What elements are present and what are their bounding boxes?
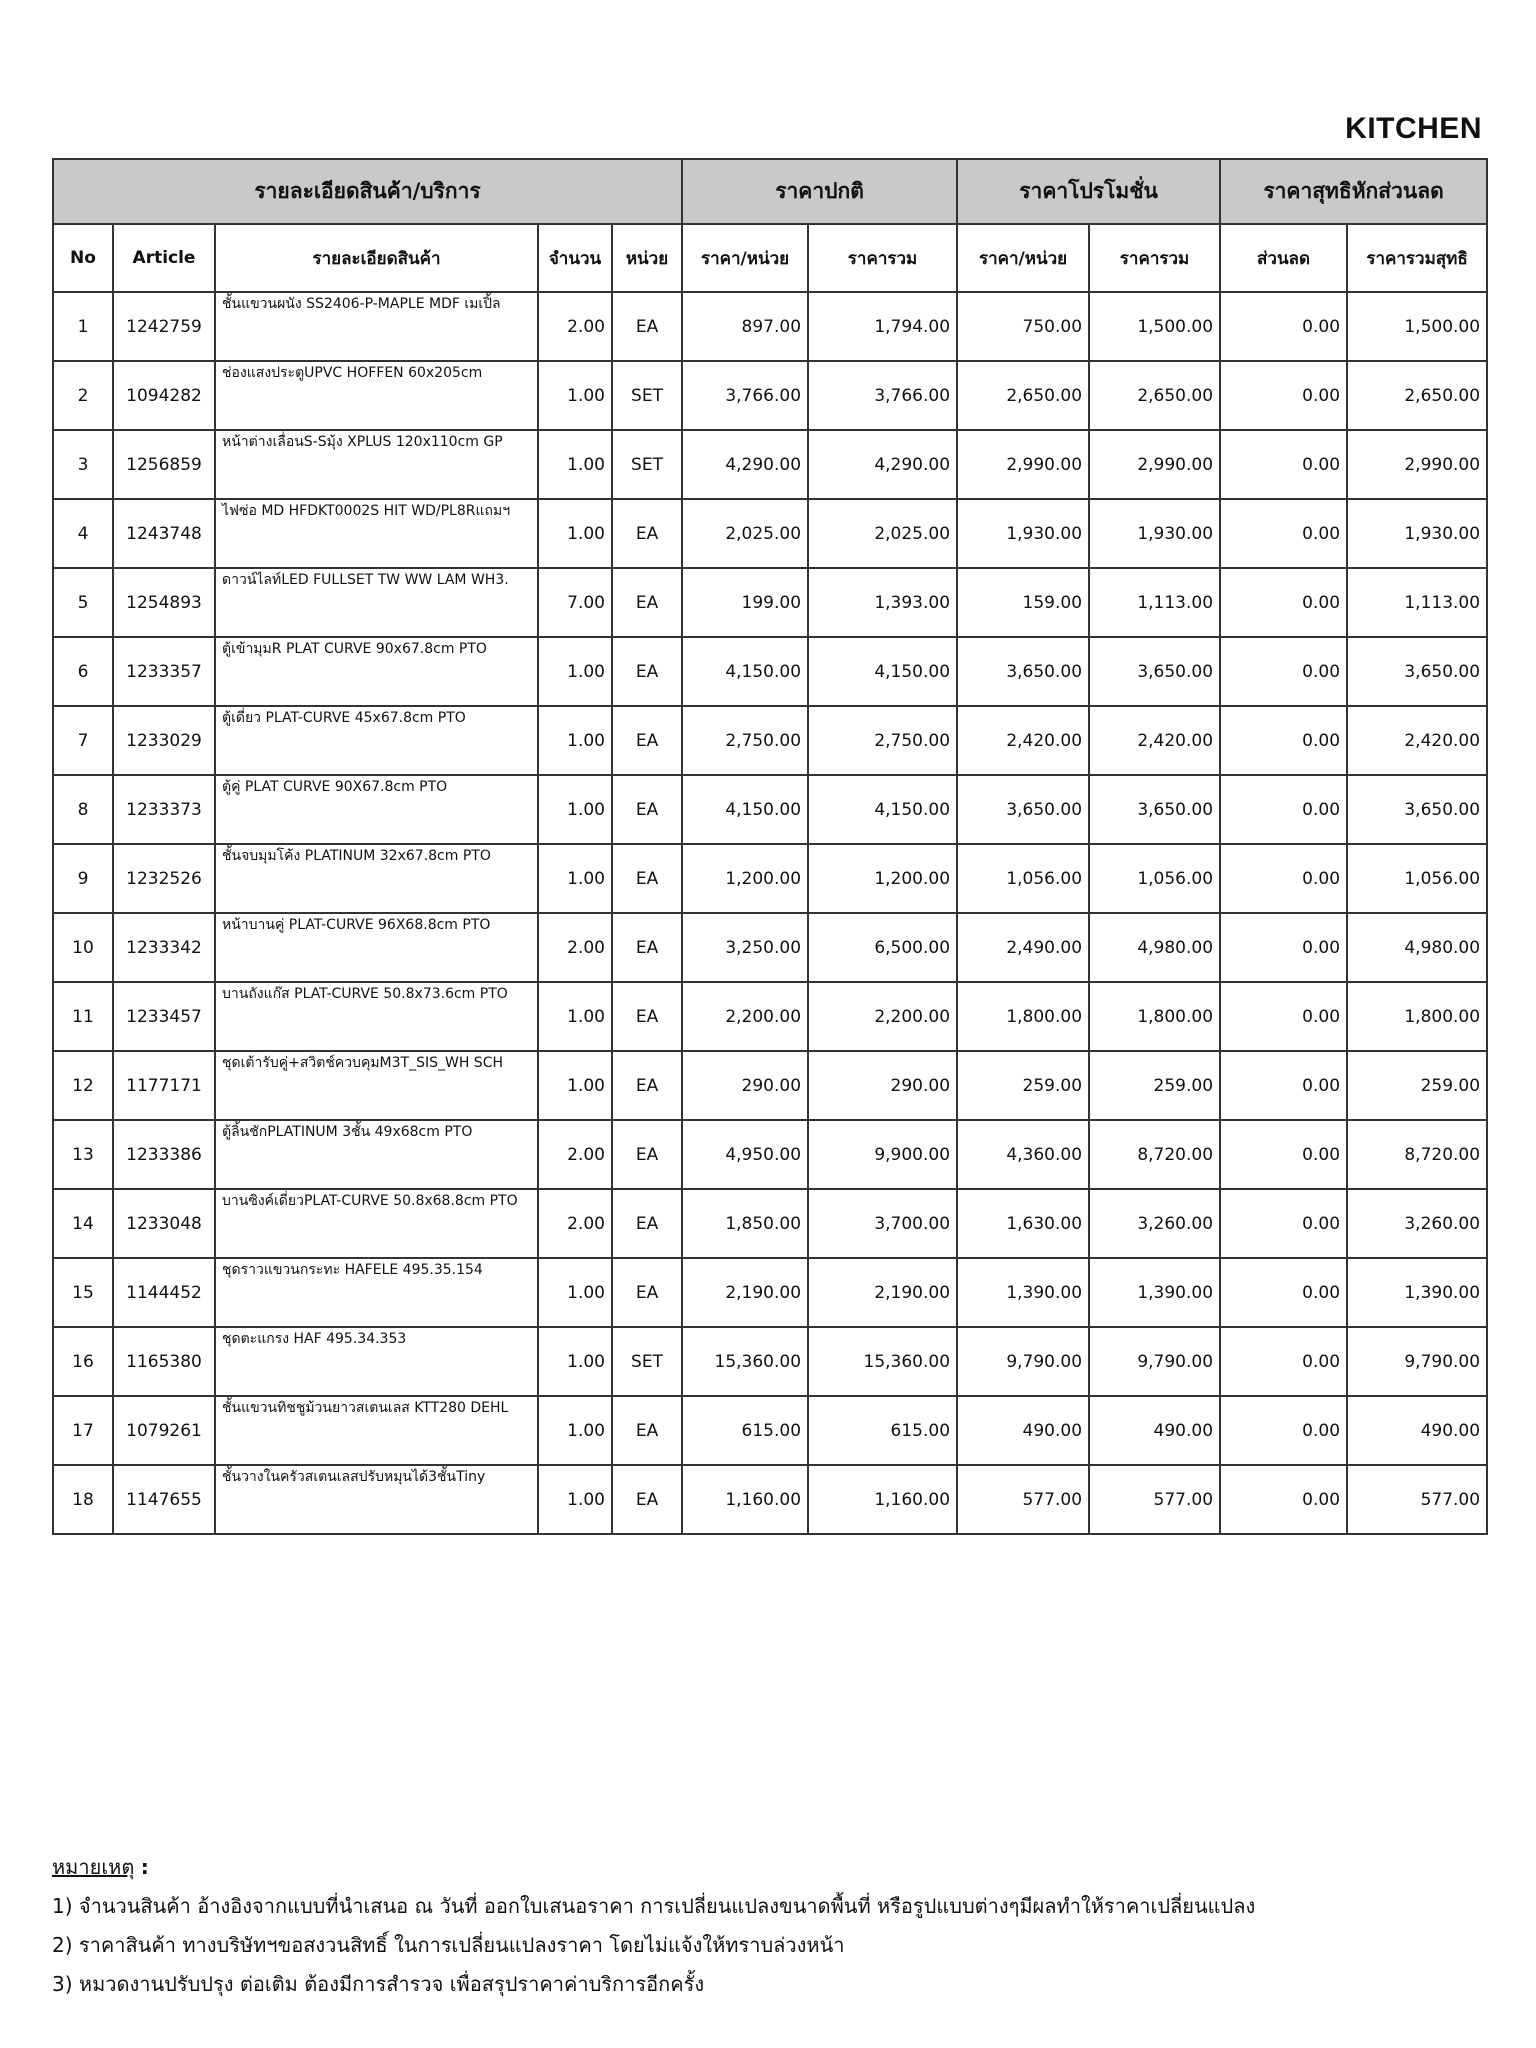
cell-unit: EA (612, 1396, 682, 1465)
cell-discount: 0.00 (1220, 1327, 1347, 1396)
cell-discount: 0.00 (1220, 361, 1347, 430)
cell-unit: EA (612, 1258, 682, 1327)
cell-regular-total: 9,900.00 (808, 1120, 957, 1189)
cell-discount: 0.00 (1220, 1258, 1347, 1327)
group-header-net-price: ราคาสุทธิหักส่วนลด (1220, 159, 1487, 224)
cell-promo-unit-price: 3,650.00 (957, 637, 1089, 706)
cell-discount: 0.00 (1220, 844, 1347, 913)
table-row (53, 568, 1487, 637)
cell-regular-unit-price: 1,160.00 (682, 1465, 808, 1534)
cell-description: หน้าต่างเลื่อนS-Sมุ้ง XPLUS 120x110cm GP (215, 430, 538, 499)
cell-description: ชั้นแขวนทิชชูม้วนยาวสเตนเลส KTT280 DEHL (215, 1396, 538, 1465)
cell-net-total: 1,056.00 (1347, 844, 1487, 913)
table-row (53, 706, 1487, 775)
cell-no: 9 (53, 844, 113, 913)
cell-net-total: 9,790.00 (1347, 1327, 1487, 1396)
cell-promo-unit-price: 1,390.00 (957, 1258, 1089, 1327)
cell-unit: EA (612, 568, 682, 637)
cell-description: หน้าบานคู่ PLAT-CURVE 96X68.8cm PTO (215, 913, 538, 982)
note-line-2: 2) ราคาสินค้า ทางบริษัทฯขอสงวนสิทธิ์ ในการเปลี่ยนแปลงราคา โดยไม่แจ้งให้ทราบล่วงหน้า (52, 1933, 845, 1957)
cell-description: ตู้คู่ PLAT CURVE 90X67.8cm PTO (215, 775, 538, 844)
cell-regular-total: 1,794.00 (808, 292, 957, 361)
cell-discount: 0.00 (1220, 1051, 1347, 1120)
notes-heading (52, 1848, 1482, 1887)
cell-regular-total: 2,200.00 (808, 982, 957, 1051)
note-line-3: 3) หมวดงานปรับปรุง ต่อเติม ต้องมีการสำรวจ เพื่อสรุปราคาค่าบริการอีกครั้ง (52, 1972, 705, 1996)
cell-discount: 0.00 (1220, 637, 1347, 706)
cell-no: 11 (53, 982, 113, 1051)
table-row (53, 1120, 1487, 1189)
cell-promo-total: 3,650.00 (1089, 775, 1220, 844)
cell-net-total: 1,390.00 (1347, 1258, 1487, 1327)
cell-regular-unit-price: 2,750.00 (682, 706, 808, 775)
cell-net-total: 2,990.00 (1347, 430, 1487, 499)
cell-discount: 0.00 (1220, 913, 1347, 982)
table-row (53, 775, 1487, 844)
cell-no: 5 (53, 568, 113, 637)
cell-regular-unit-price: 3,250.00 (682, 913, 808, 982)
cell-net-total: 2,420.00 (1347, 706, 1487, 775)
cell-discount: 0.00 (1220, 982, 1347, 1051)
cell-promo-total: 1,930.00 (1089, 499, 1220, 568)
cell-quantity: 1.00 (538, 1396, 612, 1465)
cell-regular-total: 290.00 (808, 1051, 957, 1120)
cell-net-total: 8,720.00 (1347, 1120, 1487, 1189)
cell-promo-unit-price: 490.00 (957, 1396, 1089, 1465)
cell-unit: EA (612, 1120, 682, 1189)
cell-net-total: 1,800.00 (1347, 982, 1487, 1051)
cell-regular-total: 4,150.00 (808, 637, 957, 706)
cell-description: ชุดตะแกรง HAF 495.34.353 (215, 1327, 538, 1396)
cell-promo-total: 2,420.00 (1089, 706, 1220, 775)
cell-unit: EA (612, 844, 682, 913)
cell-promo-unit-price: 1,930.00 (957, 499, 1089, 568)
cell-net-total: 490.00 (1347, 1396, 1487, 1465)
table-body (53, 292, 1487, 1534)
cell-regular-total: 2,190.00 (808, 1258, 957, 1327)
cell-quantity: 1.00 (538, 844, 612, 913)
cell-article: 1233457 (113, 982, 215, 1051)
cell-no: 13 (53, 1120, 113, 1189)
group-header-promo-price: ราคาโปรโมชั่น (957, 159, 1220, 224)
table-row (53, 1327, 1487, 1396)
note-line-1: 1) จำนวนสินค้า อ้างอิงจากแบบที่นำเสนอ ณ วันที่ ออกใบเสนอราคา การเปลี่ยนแปลงขนาดพื้นที่ หรือรูปแบบต่างๆมีผลทำให้ราคาเปลี่ยนแปลง (52, 1894, 1256, 1918)
cell-regular-total: 4,290.00 (808, 430, 957, 499)
col-header-unit: หน่วย (612, 224, 682, 292)
cell-discount: 0.00 (1220, 775, 1347, 844)
cell-description: ตู้เข้ามุมR PLAT CURVE 90x67.8cm PTO (215, 637, 538, 706)
cell-no: 8 (53, 775, 113, 844)
cell-promo-unit-price: 2,420.00 (957, 706, 1089, 775)
table-row (53, 1465, 1487, 1534)
table-row (53, 430, 1487, 499)
cell-no: 3 (53, 430, 113, 499)
cell-unit: SET (612, 1327, 682, 1396)
cell-regular-total: 2,025.00 (808, 499, 957, 568)
cell-unit: SET (612, 430, 682, 499)
cell-no: 2 (53, 361, 113, 430)
cell-quantity: 1.00 (538, 499, 612, 568)
cell-quantity: 7.00 (538, 568, 612, 637)
cell-no: 16 (53, 1327, 113, 1396)
col-header-discount: ส่วนลด (1220, 224, 1347, 292)
cell-regular-total: 3,766.00 (808, 361, 957, 430)
col-header-description: รายละเอียดสินค้า (215, 224, 538, 292)
cell-regular-total: 1,393.00 (808, 568, 957, 637)
cell-no: 1 (53, 292, 113, 361)
cell-quantity: 1.00 (538, 430, 612, 499)
table-row (53, 637, 1487, 706)
cell-net-total: 259.00 (1347, 1051, 1487, 1120)
cell-unit: SET (612, 361, 682, 430)
cell-net-total: 1,930.00 (1347, 499, 1487, 568)
cell-promo-total: 2,650.00 (1089, 361, 1220, 430)
table-row (53, 499, 1487, 568)
table-row (53, 1396, 1487, 1465)
cell-regular-unit-price: 3,766.00 (682, 361, 808, 430)
cell-quantity: 2.00 (538, 1120, 612, 1189)
cell-net-total: 2,650.00 (1347, 361, 1487, 430)
cell-promo-total: 3,650.00 (1089, 637, 1220, 706)
cell-discount: 0.00 (1220, 1120, 1347, 1189)
cell-discount: 0.00 (1220, 1396, 1347, 1465)
cell-quantity: 1.00 (538, 1465, 612, 1534)
cell-unit: EA (612, 1465, 682, 1534)
cell-article: 1233342 (113, 913, 215, 982)
cell-description: ช่องแสงประตูUPVC HOFFEN 60x205cm (215, 361, 538, 430)
cell-article: 1233029 (113, 706, 215, 775)
cell-discount: 0.00 (1220, 430, 1347, 499)
cell-quantity: 1.00 (538, 361, 612, 430)
cell-article: 1177171 (113, 1051, 215, 1120)
cell-promo-total: 1,500.00 (1089, 292, 1220, 361)
cell-promo-total: 1,800.00 (1089, 982, 1220, 1051)
cell-discount: 0.00 (1220, 1189, 1347, 1258)
cell-promo-unit-price: 577.00 (957, 1465, 1089, 1534)
cell-discount: 0.00 (1220, 1465, 1347, 1534)
group-header-regular-price: ราคาปกติ (682, 159, 957, 224)
notes-colon: : (140, 1855, 149, 1879)
cell-net-total: 3,650.00 (1347, 637, 1487, 706)
cell-description: ชั้นแขวนผนัง SS2406-P-MAPLE MDF เมเปิ้ล (215, 292, 538, 361)
cell-regular-unit-price: 290.00 (682, 1051, 808, 1120)
table-row (53, 844, 1487, 913)
cell-no: 17 (53, 1396, 113, 1465)
cell-quantity: 2.00 (538, 913, 612, 982)
cell-regular-unit-price: 2,025.00 (682, 499, 808, 568)
cell-article: 1165380 (113, 1327, 215, 1396)
cell-regular-unit-price: 2,200.00 (682, 982, 808, 1051)
cell-promo-unit-price: 1,056.00 (957, 844, 1089, 913)
cell-promo-unit-price: 9,790.00 (957, 1327, 1089, 1396)
cell-discount: 0.00 (1220, 568, 1347, 637)
cell-promo-total: 9,790.00 (1089, 1327, 1220, 1396)
cell-unit: EA (612, 775, 682, 844)
cell-article: 1079261 (113, 1396, 215, 1465)
cell-promo-total: 490.00 (1089, 1396, 1220, 1465)
cell-article: 1233386 (113, 1120, 215, 1189)
cell-discount: 0.00 (1220, 292, 1347, 361)
cell-promo-total: 8,720.00 (1089, 1120, 1220, 1189)
cell-regular-unit-price: 4,950.00 (682, 1120, 808, 1189)
cell-unit: EA (612, 913, 682, 982)
table-row (53, 1258, 1487, 1327)
cell-no: 18 (53, 1465, 113, 1534)
col-header-article: Article (113, 224, 215, 292)
col-header-promo-unit-price: ราคา/หน่วย (957, 224, 1089, 292)
cell-quantity: 2.00 (538, 1189, 612, 1258)
cell-regular-total: 15,360.00 (808, 1327, 957, 1396)
cell-quantity: 2.00 (538, 292, 612, 361)
cell-unit: EA (612, 292, 682, 361)
cell-promo-unit-price: 259.00 (957, 1051, 1089, 1120)
cell-article: 1254893 (113, 568, 215, 637)
cell-promo-total: 1,113.00 (1089, 568, 1220, 637)
cell-description: ตู้เดี่ยว PLAT-CURVE 45x67.8cm PTO (215, 706, 538, 775)
cell-promo-unit-price: 3,650.00 (957, 775, 1089, 844)
cell-description: ชั้นจบมุมโค้ง PLATINUM 32x67.8cm PTO (215, 844, 538, 913)
cell-regular-total: 615.00 (808, 1396, 957, 1465)
cell-unit: EA (612, 637, 682, 706)
cell-article: 1147655 (113, 1465, 215, 1534)
cell-description: บานซิงค์เดี่ยวPLAT-CURVE 50.8x68.8cm PTO (215, 1189, 538, 1258)
cell-quantity: 1.00 (538, 1327, 612, 1396)
cell-description: บานถังแก๊ส PLAT-CURVE 50.8x73.6cm PTO (215, 982, 538, 1051)
cell-promo-unit-price: 1,630.00 (957, 1189, 1089, 1258)
cell-no: 6 (53, 637, 113, 706)
table-row (53, 361, 1487, 430)
cell-regular-unit-price: 897.00 (682, 292, 808, 361)
cell-promo-total: 3,260.00 (1089, 1189, 1220, 1258)
cell-promo-unit-price: 159.00 (957, 568, 1089, 637)
cell-unit: EA (612, 706, 682, 775)
cell-no: 7 (53, 706, 113, 775)
cell-regular-total: 1,200.00 (808, 844, 957, 913)
cell-net-total: 3,650.00 (1347, 775, 1487, 844)
cell-unit: EA (612, 982, 682, 1051)
table-row (53, 292, 1487, 361)
cell-description: ชุดเต้ารับคู่+สวิตช์ควบคุมM3T_SIS_WH SCH (215, 1051, 538, 1120)
cell-article: 1256859 (113, 430, 215, 499)
cell-promo-total: 577.00 (1089, 1465, 1220, 1534)
cell-unit: EA (612, 1189, 682, 1258)
quotation-table (52, 158, 1488, 1535)
col-header-no: No (53, 224, 113, 292)
cell-regular-total: 4,150.00 (808, 775, 957, 844)
cell-no: 4 (53, 499, 113, 568)
cell-promo-unit-price: 2,650.00 (957, 361, 1089, 430)
cell-regular-total: 6,500.00 (808, 913, 957, 982)
cell-regular-total: 2,750.00 (808, 706, 957, 775)
cell-regular-unit-price: 615.00 (682, 1396, 808, 1465)
cell-description: ชั้นวางในครัวสเตนเลสปรับหมุนได้3ชั้นTiny (215, 1465, 538, 1534)
table-row (53, 1189, 1487, 1258)
cell-regular-total: 3,700.00 (808, 1189, 957, 1258)
cell-net-total: 1,113.00 (1347, 568, 1487, 637)
cell-regular-unit-price: 4,150.00 (682, 775, 808, 844)
cell-promo-total: 1,056.00 (1089, 844, 1220, 913)
cell-article: 1232526 (113, 844, 215, 913)
cell-quantity: 1.00 (538, 637, 612, 706)
cell-net-total: 3,260.00 (1347, 1189, 1487, 1258)
cell-regular-unit-price: 15,360.00 (682, 1327, 808, 1396)
cell-description: ตู้ลิ้นชักPLATINUM 3ชั้น 49x68cm PTO (215, 1120, 538, 1189)
cell-promo-unit-price: 750.00 (957, 292, 1089, 361)
cell-promo-unit-price: 4,360.00 (957, 1120, 1089, 1189)
cell-article: 1233373 (113, 775, 215, 844)
cell-no: 10 (53, 913, 113, 982)
cell-regular-unit-price: 1,850.00 (682, 1189, 808, 1258)
cell-promo-total: 1,390.00 (1089, 1258, 1220, 1327)
cell-quantity: 1.00 (538, 775, 612, 844)
cell-article: 1242759 (113, 292, 215, 361)
cell-regular-unit-price: 199.00 (682, 568, 808, 637)
cell-regular-unit-price: 4,150.00 (682, 637, 808, 706)
cell-description: ดาวน์ไลท์LED FULLSET TW WW LAM WH3. (215, 568, 538, 637)
cell-regular-total: 1,160.00 (808, 1465, 957, 1534)
cell-no: 14 (53, 1189, 113, 1258)
col-header-promo-total: ราคารวม (1089, 224, 1220, 292)
cell-promo-total: 2,990.00 (1089, 430, 1220, 499)
cell-description: ชุดราวแขวนกระทะ HAFELE 495.35.154 (215, 1258, 538, 1327)
col-header-net-total: ราคารวมสุทธิ (1347, 224, 1487, 292)
cell-quantity: 1.00 (538, 1258, 612, 1327)
cell-promo-unit-price: 2,490.00 (957, 913, 1089, 982)
cell-promo-total: 4,980.00 (1089, 913, 1220, 982)
col-header-regular-total: ราคารวม (808, 224, 957, 292)
cell-quantity: 1.00 (538, 706, 612, 775)
cell-article: 1243748 (113, 499, 215, 568)
table-row (53, 913, 1487, 982)
cell-unit: EA (612, 499, 682, 568)
section-title: KITCHEN (1345, 112, 1482, 145)
cell-net-total: 1,500.00 (1347, 292, 1487, 361)
cell-no: 12 (53, 1051, 113, 1120)
cell-quantity: 1.00 (538, 1051, 612, 1120)
cell-quantity: 1.00 (538, 982, 612, 1051)
col-header-quantity: จำนวน (538, 224, 612, 292)
cell-discount: 0.00 (1220, 706, 1347, 775)
cell-regular-unit-price: 1,200.00 (682, 844, 808, 913)
column-header-row (53, 224, 1487, 292)
cell-article: 1233048 (113, 1189, 215, 1258)
cell-promo-unit-price: 2,990.00 (957, 430, 1089, 499)
cell-net-total: 577.00 (1347, 1465, 1487, 1534)
cell-discount: 0.00 (1220, 499, 1347, 568)
table-row (53, 1051, 1487, 1120)
cell-description: ไฟซ่อ MD HFDKT0002S HIT WD/PL8Rแถมฯ (215, 499, 538, 568)
cell-regular-unit-price: 4,290.00 (682, 430, 808, 499)
cell-regular-unit-price: 2,190.00 (682, 1258, 808, 1327)
table-row (53, 982, 1487, 1051)
group-header-product: รายละเอียดสินค้า/บริการ (53, 159, 682, 224)
cell-promo-unit-price: 1,800.00 (957, 982, 1089, 1051)
cell-net-total: 4,980.00 (1347, 913, 1487, 982)
group-header-row (53, 159, 1487, 224)
cell-article: 1094282 (113, 361, 215, 430)
cell-article: 1144452 (113, 1258, 215, 1327)
cell-article: 1233357 (113, 637, 215, 706)
notes-title: หมายเหตุ (52, 1855, 135, 1879)
cell-promo-total: 259.00 (1089, 1051, 1220, 1120)
cell-unit: EA (612, 1051, 682, 1120)
col-header-regular-unit-price: ราคา/หน่วย (682, 224, 808, 292)
notes-section (52, 1848, 1482, 2004)
cell-no: 15 (53, 1258, 113, 1327)
